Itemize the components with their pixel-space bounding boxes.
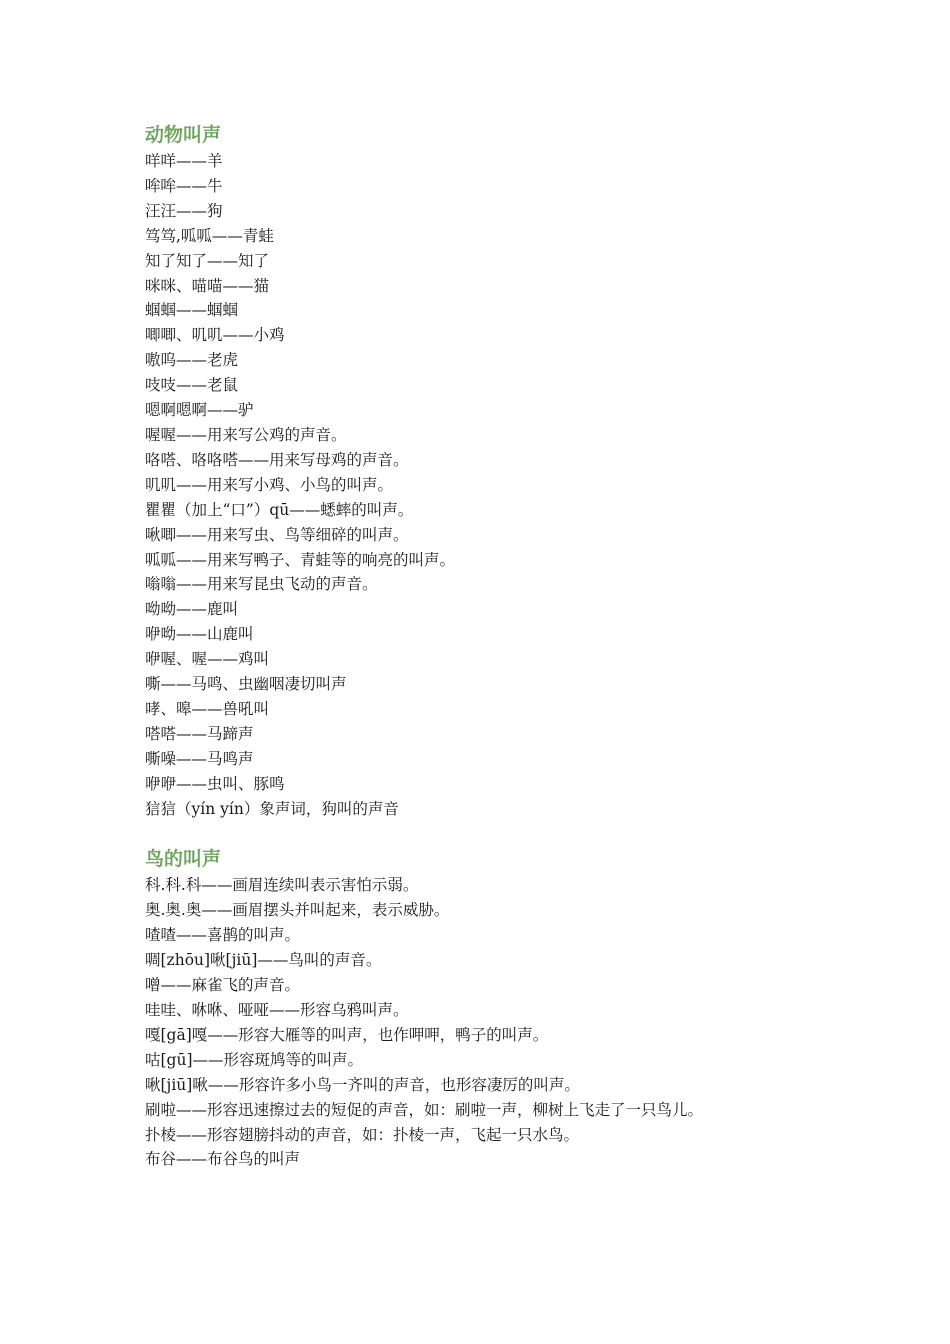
list-item: 嗒嗒——马蹄声 — [145, 724, 254, 743]
list-item: 呱呱——用来写鸭子、青蛙等的响亮的叫声。 — [145, 550, 456, 569]
list-item: 叽叽——用来写小鸡、小鸟的叫声。 — [145, 475, 394, 494]
list-item: 知了知了——知了 — [145, 251, 270, 270]
list-item: 狺狺（yín yín）象声词，狗叫的声音 — [145, 799, 399, 818]
list-item: 咩咩——羊 — [145, 152, 223, 170]
list-item: 哞哞——牛 — [145, 176, 223, 195]
list-item: 嘎[gā]嘎——形容大雁等的叫声，也作呷呷，鸭子的叫声。 — [145, 1025, 549, 1044]
list-item: 咿呦——山鹿叫 — [145, 625, 254, 644]
section-title: 鸟的叫声 — [145, 848, 222, 871]
list-item: 蝈蝈——蝈蝈 — [145, 301, 239, 320]
list-item: 啁[zhōu]啾[jiū]——鸟叫的声音。 — [145, 951, 382, 970]
list-item: 咿喔、喔——鸡叫 — [145, 650, 270, 669]
list-item: 咪咪、喵喵——猫 — [145, 276, 270, 295]
list-item: 布谷——布谷鸟的叫声 — [145, 1150, 301, 1169]
list-item: 科.科.科——画眉连续叫表示害怕示弱。 — [145, 876, 419, 895]
list-item: 唧唧、叽叽——小鸡 — [145, 326, 285, 345]
list-item: 扑棱——形容翅膀抖动的声音，如：扑棱一声，飞起一只水鸟。 — [145, 1125, 580, 1144]
list-item: 哇哇、咻咻、哑哑——形容乌鸦叫声。 — [145, 1001, 409, 1019]
document-page — [145, 121, 825, 1172]
list-item: 吱吱——老鼠 — [145, 376, 239, 395]
list-item: 奥.奥.奥——画眉摆头并叫起来，表示威胁。 — [145, 901, 450, 920]
list-item: 咿咿——虫叫、豚鸣 — [145, 774, 285, 793]
list-item: 喔喔——用来写公鸡的声音。 — [145, 425, 347, 444]
list-item: 啾[jiū]啾——形容许多小鸟一齐叫的声音，也形容凄厉的叫声。 — [145, 1075, 580, 1094]
list-item: 瞿瞿（加上“口”）qū——蟋蟀的叫声。 — [145, 500, 414, 519]
list-item: 嗡嗡——用来写昆虫飞动的声音。 — [145, 575, 378, 594]
list-item: 嘶——马鸣、虫幽咽凄切叫声 — [145, 675, 347, 694]
list-item: 喳喳——喜鹊的叫声。 — [145, 926, 301, 945]
list-item: 嗯啊嗯啊——驴 — [145, 401, 254, 420]
list-item: 嘶噪——马鸣声 — [145, 749, 254, 768]
list-item: 咕[gū]——形容斑鸠等的叫声。 — [145, 1050, 363, 1069]
list-item: 噌——麻雀飞的声音。 — [145, 976, 301, 995]
list-item: 咯嗒、咯咯嗒——用来写母鸡的声音。 — [145, 450, 409, 469]
list-item: 笃笃,呱呱——青蛙 — [145, 226, 274, 245]
section-title: 动物叫声 — [145, 124, 222, 146]
list-item: 啾唧——用来写虫、鸟等细碎的叫声。 — [145, 525, 409, 544]
list-item: 嗷呜——老虎 — [145, 351, 239, 370]
section-animal-sounds — [145, 121, 825, 821]
list-item: 呦呦——鹿叫 — [145, 600, 239, 619]
section-spacer — [145, 821, 825, 845]
section-bird-sounds — [145, 845, 825, 1172]
list-item: 哮、嗥——兽吼叫 — [145, 699, 270, 718]
list-item: 汪汪——狗 — [145, 201, 223, 220]
list-item: 刷啦——形容迅速擦过去的短促的声音，如：刷啦一声，柳树上飞走了一只鸟儿。 — [145, 1100, 704, 1119]
